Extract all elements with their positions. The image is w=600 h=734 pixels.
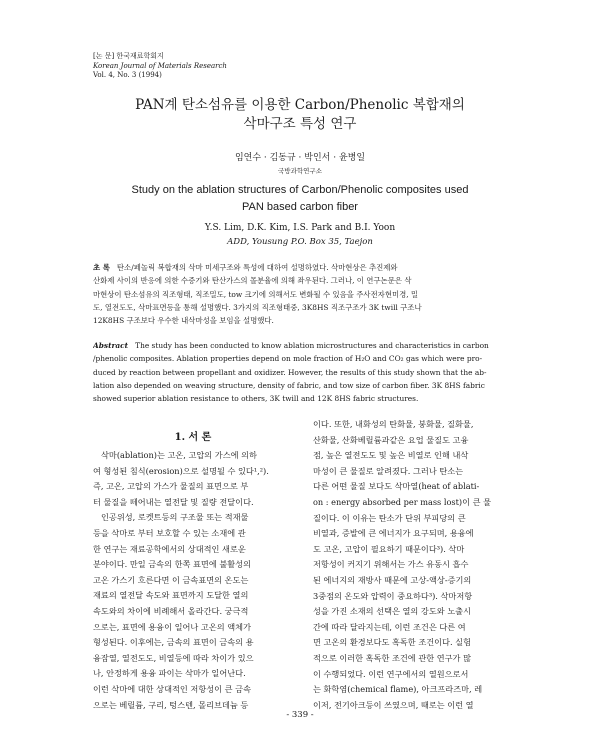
- abstract-korean: [93, 261, 513, 327]
- abstract-english-line: The study has been conducted to know ablation microstructures and characteristics in carbon: [135, 341, 489, 350]
- body-right-column: [313, 417, 517, 713]
- title-english-line1: Study on the ablation structures of Carbon/Phenolic composites used: [131, 184, 469, 196]
- abstract-english-line: duced by reaction between propellant and oxidizer. However, the results of this study shown that the ab-: [93, 367, 487, 377]
- abstract-korean-line: 탄소/페놀릭 복합재의 삭마 미세구조와 특성에 대하여 설명하였다. 삭마현상은 추진제와: [116, 263, 398, 272]
- body-line: 형성된다. 이후에는, 금속의 표면이 금속의 용: [93, 637, 254, 648]
- title-korean-line2: 삭마구조 특성 연구: [243, 116, 357, 132]
- journal-category: [논 문] 한국재료학회지: [93, 52, 164, 60]
- page-number: - 339 -: [286, 710, 314, 720]
- body-line: 나, 안정하게 용융 파이는 삭마가 일어난다.: [93, 668, 246, 679]
- journal-volume: Vol. 4, No. 3 (1994): [93, 71, 162, 79]
- journal-name-en: Korean Journal of Materials Research: [93, 61, 227, 70]
- body-line: 간에 따라 달라지는데, 이런 조건은 다른 여: [313, 621, 466, 632]
- body-line: 등을 삭마로 부터 보호할 수 있는 소재에 관: [93, 527, 246, 538]
- title-english: [0, 182, 600, 216]
- body-line: 이다. 또한, 내화성의 탄화물, 붕화물, 질화물,: [313, 419, 474, 429]
- body-line: 한 연구는 재료공학에서의 상대적인 새로운: [93, 543, 246, 554]
- body-line: 는 화학염(chemical flame), 아크프라즈마, 레: [313, 684, 483, 695]
- abstract-korean-line: 도, 열전도도, 삭마표면등을 통해 설명했다. 3가지의 직조형태중, 3K8HS 직조구조가 3K twill 구조나: [93, 302, 422, 312]
- body-line: 이 수행되었다. 이런 연구에서의 열원으로서: [313, 668, 469, 679]
- abstract-korean-line: 산화제 사이의 반응에 의한 수증기와 탄산가스의 몰분율에 의해 좌우된다. 그러나, 이 연구논문은 삭: [93, 276, 412, 286]
- authors-english: Y.S. Lim, D.K. Kim, I.S. Park and B.I. Yoon: [204, 223, 396, 233]
- body-line: 으로는 베릴륨, 구리, 텅스텐, 몰리브데늄 등: [93, 699, 249, 710]
- body-line: 으로는, 표면에 용융이 일어나 고온의 액체가: [93, 621, 251, 632]
- address-english: ADD, Yousung P.O. Box 35, Taejon: [227, 237, 373, 247]
- body-line: 터 물질을 떼어내는 열전달 및 질량 전달이다.: [93, 496, 254, 507]
- body-line: 마성이 큰 물질로 알려졌다. 그러나 탄소는: [313, 465, 464, 476]
- abstract-korean-label: 초 록: [93, 263, 110, 272]
- body-line: 고온 가스기 흐른다면 이 금속표면의 온도는: [93, 574, 249, 585]
- body-line: 즉, 고온, 고압의 가스가 물질의 표면으로 부: [93, 481, 249, 492]
- abstract-english: [93, 339, 513, 405]
- body-line: 산화물, 산화베릴륨과같은 요업 물질도 고융: [313, 434, 469, 445]
- body-line: on : energy absorbed per mass lost)이 큰 물: [313, 496, 492, 507]
- abstract-english-line: /phenolic composites. Ablation properties depend on mole fraction of H₂O and CO₂ gas which were pro-: [93, 354, 483, 364]
- abstract-english-label: Abstract: [93, 341, 129, 350]
- body-line: 3중점의 온도와 압력이 중요하다³). 삭마저항: [313, 590, 473, 601]
- title-korean-line1: PAN계 탄소섬유를 이용한 Carbon/Phenolic 복합재의: [135, 97, 465, 113]
- body-line: 융잠열, 열전도도, 비열등에 따라 차이가 있으: [93, 652, 254, 663]
- abstract-english-line: showed superior ablation resistance to others, 3K twill and 12K 8HS fabric structures.: [93, 394, 419, 404]
- abstract-korean-line: 12K8HS 구조보다 우수한 내삭마성을 보임을 설명했다.: [93, 316, 274, 326]
- section-heading-introduction: 1. 서 론: [174, 432, 212, 443]
- body-line: 인공위성, 로켓트등의 구조물 또는 적재물: [101, 512, 249, 523]
- body-line: 비열과, 증발에 큰 에너지가 요구되며, 용융에: [313, 528, 474, 539]
- body-line: 적으로 이러한 혹독한 조건에 관한 연구가 많: [313, 652, 471, 663]
- title-korean: [0, 96, 600, 134]
- body-line: 여 형성된 침식(erosion)으로 설명될 수 있다¹,²).: [93, 465, 269, 476]
- body-line: 저항성이 커지기 위해서는 가스 유동시 흡수: [313, 559, 469, 570]
- body-line: 점, 높은 열전도도 및 높은 비열로 인해 내삭: [313, 450, 469, 461]
- body-line: 성을 가진 소재의 선택은 열의 강도와 노출시: [313, 606, 471, 617]
- body-line: 삭마(ablation)는 고온, 고압의 가스에 의하: [101, 450, 257, 460]
- authors-korean: 임연수 · 김동규 · 박인서 · 윤병일: [234, 153, 366, 163]
- body-line: 된 에너지의 재방사 때문에 고상-액상-증기의: [313, 574, 472, 585]
- body-left-column: [93, 448, 299, 713]
- body-line: 이저, 전기아크등이 쓰였으며, 때로는 이런 열: [313, 699, 474, 710]
- body-line: 면 고온의 환경보다도 혹독한 조건이다. 실험: [313, 637, 471, 648]
- abstract-english-line: lation also depended on weaving structure, density of fabric, and tow size of carbon fiber. 3K 8HS fabric: [93, 380, 485, 390]
- abstract-korean-line: 마현상이 탄소섬유의 직조형태, 직조밀도, tow 크기에 의해서도 변화될 수 있음을 주사전자현미경, 밀: [93, 289, 419, 299]
- journal-header: [93, 52, 227, 81]
- body-line: 분야이다. 만일 금속의 한쪽 표면에 불활성의: [93, 559, 251, 570]
- body-line: 도 고온, 고압이 필요하기 때문이다³). 삭마: [313, 543, 465, 554]
- affiliation-korean: 국방과학연구소: [278, 167, 322, 175]
- body-line: 재료의 열전달 속도와 표면까지 도달한 열의: [93, 590, 249, 601]
- body-line: 이런 삭마에 대한 상대적인 저항성이 큰 금속: [93, 683, 251, 694]
- body-line: 속도와의 차이에 비례해서 올라간다. 궁극적: [93, 605, 249, 616]
- body-line: 질이다. 이 이유는 탄소가 단위 부피당의 큰: [313, 512, 466, 523]
- body-line: 다른 어떤 물질 보다도 삭마열(heat of ablati-: [313, 481, 480, 492]
- title-english-line2: PAN based carbon fiber: [242, 201, 358, 213]
